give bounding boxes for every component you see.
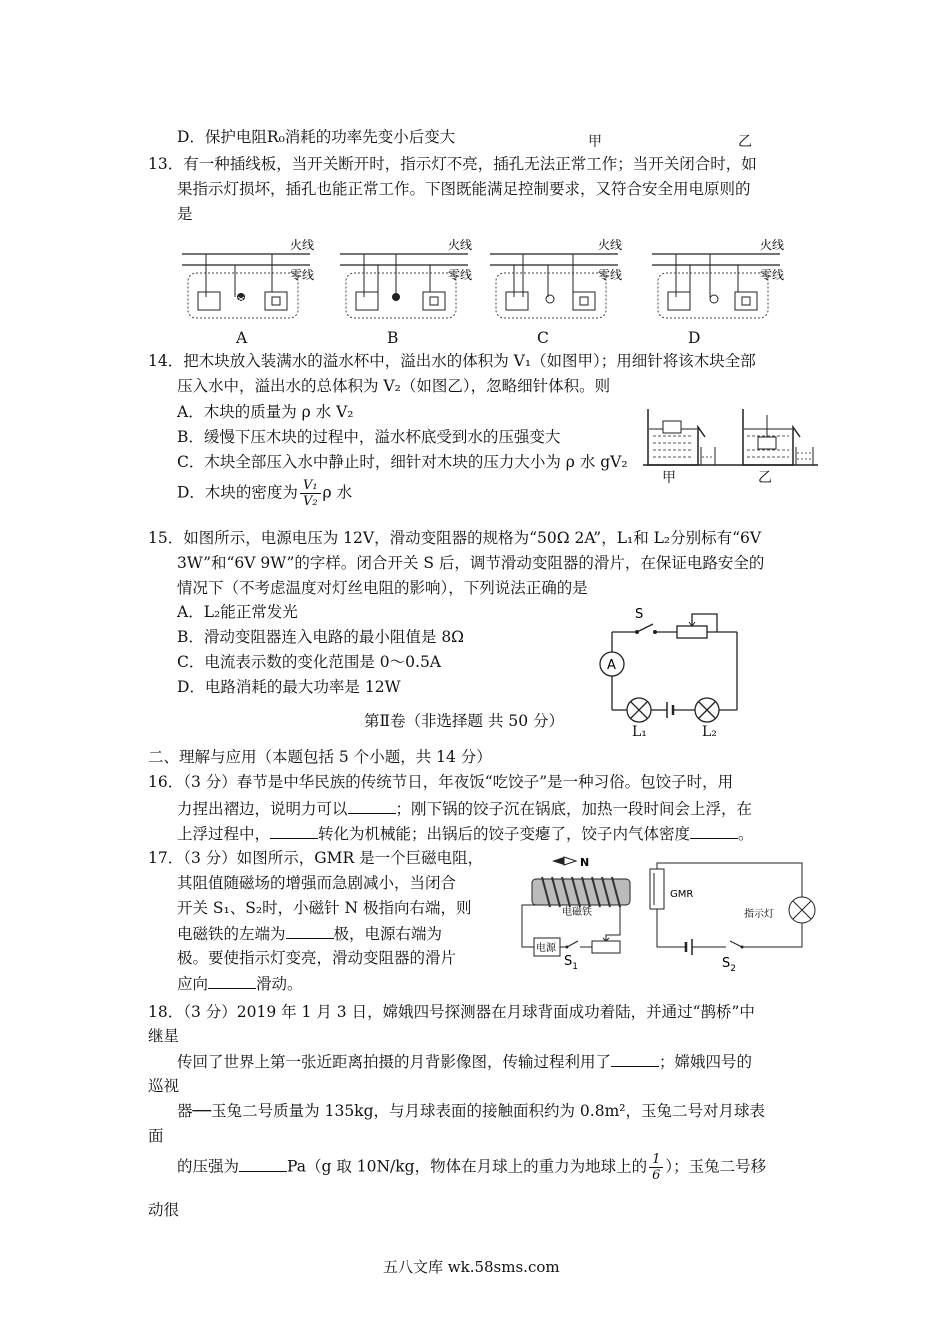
q14-option-a: A．木块的质量为 ρ 水 V₂ — [177, 403, 354, 421]
q15-fig-l2: L₂ — [702, 724, 717, 740]
svg-text:零线: 零线 — [760, 268, 785, 282]
q15-line-1: 15．如图所示，电源电压为 12V，滑动变阻器的规格为“50Ω 2A”，L₁和 L₂分别标有“6V — [148, 529, 762, 547]
q14-line-1: 14．把木块放入装满水的溢水杯中，溢出水的体积为 V₁（如图甲）；用细针将该木块全部 — [148, 352, 756, 370]
svg-text:火线: 火线 — [598, 238, 623, 252]
q16-line-2: 力捏出褶边，说明力可以 ；刚下锅的饺子沉在锅底，加热一段时间会上浮，在 — [177, 800, 753, 818]
q12-fig-label-yi: 乙 — [738, 134, 752, 150]
q16-line-1: 16．（3 分）春节是中华民族的传统节日，年夜饭“吃饺子”是一种习俗。包饺子时，用 — [148, 773, 734, 791]
q14-fig-label-yi: 乙 — [758, 470, 772, 486]
q13-label-c: C — [537, 329, 549, 347]
q15-option-d: D．电路消耗的最大功率是 12W — [177, 678, 401, 696]
q18-line-3: 传回了世界上第一张近距离拍摄的月背影像图，传输过程利用了 ；嫦娥四号的 — [177, 1053, 753, 1071]
q17-fig-power-label: 电源 — [536, 943, 556, 954]
q13-label-d: D — [688, 329, 701, 347]
q16-line-3: 上浮过程中， 转化为机械能；出锅后的饺子变瘪了，饺子内气体密度 。 — [177, 825, 754, 843]
q15-line-3: 情况下（不考虑温度对灯丝电阻的影响），下列说法正确的是 — [177, 579, 588, 597]
q13-label-a: A — [236, 329, 248, 347]
q14-fig-label-jia: 甲 — [662, 470, 676, 486]
q17-fig-s2-label: $S_2$ — [722, 956, 736, 974]
q15-option-a: A．L₂能正常发光 — [177, 603, 298, 621]
q13-line-1: 13．有一种插线板，当开关断开时，指示灯不亮，插孔无法正常工作；当开关闭合时，如 — [148, 155, 757, 173]
q14-density-fraction: $\frac{\text{V₁}}{\text{V₂}}$ — [300, 478, 321, 509]
q17-fig-n-label: N — [580, 856, 590, 869]
q13-wiring-figure — [180, 235, 820, 345]
svg-text:火线: 火线 — [760, 238, 785, 252]
q18-line-5: 器──玉兔二号质量为 135kg，与月球表面的接触面积约为 0.8m²，玉兔二号对月球表 — [177, 1102, 765, 1120]
q18-line-6: 面 — [148, 1127, 164, 1145]
q18-blank-2 — [239, 1157, 287, 1172]
q17-line-4: 电磁铁的左端为 极，电源右端为 — [177, 925, 443, 943]
q16-blank-3 — [690, 824, 738, 839]
svg-text:零线: 零线 — [448, 268, 473, 282]
q18-line-1: 18．（3 分）2019 年 1 月 3 日，嫦娥四号探测器在月球背面成功着陆，并通过“鹊桥”中 — [148, 1003, 755, 1021]
q15-option-b: B．滑动变阻器连入电路的最小阻值是 8Ω — [177, 628, 465, 646]
q16-blank-1 — [348, 799, 396, 814]
q14-option-d: D．木块的密度为 $\frac{\text{V₁}}{\text{V₂}}$ ρ 水 — [177, 478, 353, 509]
svg-text:火线: 火线 — [448, 238, 473, 252]
footer-watermark: 五八文库 wk.58sms.com — [383, 1258, 560, 1276]
q17-gmr-circuit-figure — [512, 855, 822, 980]
q15-circuit-figure — [597, 600, 747, 740]
q14-overflow-cup-figure — [643, 405, 818, 467]
q14-line-2: 压入水中，溢出水的总体积为 V₂（如图乙），忽略细针体积。则 — [177, 377, 611, 395]
q18-line-8: 动很 — [148, 1201, 180, 1219]
q15-fig-switch-s: S — [635, 607, 644, 622]
q12-fig-label-jia: 甲 — [588, 134, 602, 150]
q18-blank-1 — [611, 1052, 659, 1067]
q15-option-c: C．电流表示数的变化范围是 0～0.5A — [177, 653, 441, 671]
svg-text:零线: 零线 — [598, 268, 623, 282]
q13-line-2: 果指示灯损坏，插孔也能正常工作。下图既能满足控制要求，又符合安全用电原则的 — [177, 180, 751, 198]
q12-option-d: D．保护电阻R₀消耗的功率先变小后变大 — [177, 128, 456, 146]
q17-fig-magnet-label: 电磁铁 — [562, 907, 592, 918]
q13-diagram-b — [340, 237, 472, 318]
q13-line-3: 是 — [177, 205, 193, 223]
q17-blank-2 — [208, 974, 256, 989]
q18-line-4: 巡视 — [148, 1077, 180, 1095]
q17-line-5: 极。要使指示灯变亮，滑动变阻器的滑片 — [177, 949, 457, 967]
q17-blank-1 — [286, 924, 334, 939]
q18-one-sixth-fraction: $\frac{1}{6}$ — [649, 1152, 663, 1183]
q13-label-b: B — [387, 329, 399, 347]
q14-option-c: C．木块全部压入水中静止时，细针对木块的压力大小为 ρ 水 gV₂ — [177, 453, 628, 471]
q18-line-7: 的压强为 Pa（g 取 10N/kg，物体在月球上的重力为地球上的 $\frac{1}{6}$ ）；玉兔二号移 — [177, 1152, 767, 1183]
q17-line-1: 17．（3 分）如图所示，GMR 是一个巨磁电阻， — [148, 849, 484, 867]
q14-option-b: B．缓慢下压木块的过程中，溢水杯底受到水的压强变大 — [177, 428, 561, 446]
q17-fig-s1-label: $S_1$ — [564, 954, 578, 972]
part-2-title: 第Ⅱ卷（非选择题 共 50 分） — [364, 712, 565, 730]
section-2-heading: 二、理解与应用（本题包括 5 个小题，共 14 分） — [148, 748, 492, 766]
q17-line-3: 开关 S₁、S₂时，小磁针 N 极指向右端，则 — [177, 899, 472, 917]
q15-fig-l1: L₁ — [632, 724, 647, 740]
q18-line-2: 继星 — [148, 1027, 180, 1045]
q15-line-2: 3W”和“6V 9W”的字样。闭合开关 S 后，调节滑动变阻器的滑片，在保证电路安全的 — [177, 554, 765, 572]
q17-fig-gmr-label: GMR — [670, 889, 694, 900]
q16-blank-2 — [270, 824, 318, 839]
q13-diagram-d — [652, 237, 784, 318]
q17-line-6: 应向 滑动。 — [177, 975, 303, 993]
q13-diagram-c — [490, 237, 622, 318]
zero-wire-label: 零线 — [290, 268, 315, 282]
q15-fig-ammeter: A — [607, 658, 616, 673]
q17-line-2: 其阻值随磁场的增强而急剧减小，当闭合 — [177, 874, 457, 892]
fire-wire-label: 火线 — [290, 238, 315, 252]
q13-diagram-a — [182, 237, 314, 318]
q17-fig-lamp-label: 指示灯 — [744, 909, 774, 920]
